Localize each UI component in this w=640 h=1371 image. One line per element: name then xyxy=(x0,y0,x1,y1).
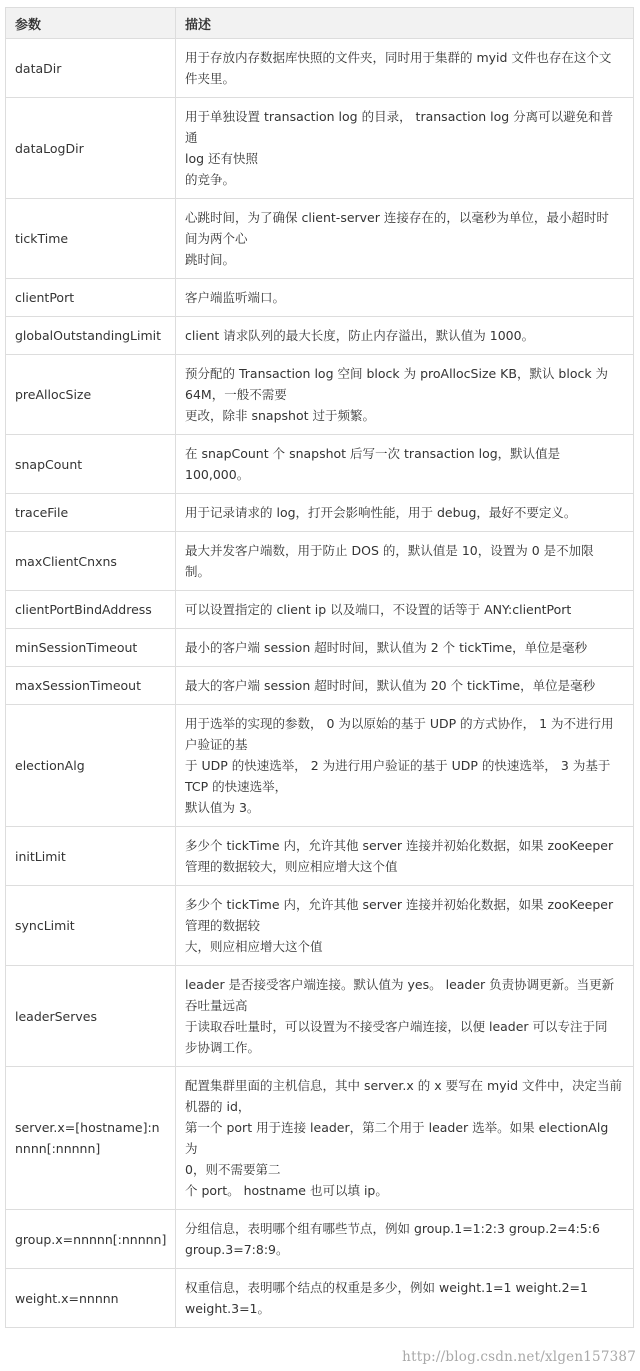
table-row xyxy=(6,827,634,886)
description-line: 第一个 port 用于连接 leader，第二个用于 leader 选举。如果 electionAlg 为 xyxy=(185,1120,609,1156)
param-name: group.x=nnnnn[:nnnnn] xyxy=(6,1210,176,1269)
description-line: client 请求队列的最大长度，防止内存溢出，默认值为 1000。 xyxy=(185,328,535,343)
table-row xyxy=(6,435,634,494)
description-line: 可以设置指定的 client ip 以及端口，不设置的话等于 ANY:clientPort xyxy=(185,602,572,617)
param-name: leaderServes xyxy=(6,966,176,1067)
table-row xyxy=(6,886,634,966)
description-line: 默认值为 3。 xyxy=(185,800,260,815)
parameter-table xyxy=(5,7,634,1328)
param-name: snapCount xyxy=(6,435,176,494)
description-line: 于 UDP 的快速选举， 2 为进行用户验证的基于 UDP 的快速选举， 3 为基于 xyxy=(185,758,611,773)
description-line: group.3=7:8:9。 xyxy=(185,1242,289,1257)
param-description xyxy=(176,317,634,355)
param-description xyxy=(176,435,634,494)
table-row xyxy=(6,317,634,355)
table-row xyxy=(6,629,634,667)
description-line: 0，则不需要第二 xyxy=(185,1162,281,1177)
table-row xyxy=(6,1067,634,1210)
param-name: electionAlg xyxy=(6,705,176,827)
description-line: 件夹里。 xyxy=(185,71,236,86)
param-name: minSessionTimeout xyxy=(6,629,176,667)
description-line: 配置集群里面的主机信息，其中 server.x 的 x 要写在 myid 文件中，决定当前 xyxy=(185,1078,623,1093)
description-line: 多少个 tickTime 内，允许其他 server 连接并初始化数据，如果 zooKeeper xyxy=(185,838,614,853)
table-row xyxy=(6,1269,634,1328)
param-name: traceFile xyxy=(6,494,176,532)
param-name: syncLimit xyxy=(6,886,176,966)
table-row xyxy=(6,1210,634,1269)
description-line: TCP 的快速选举， xyxy=(185,779,288,794)
description-line: 的竞争。 xyxy=(185,172,236,187)
table-row xyxy=(6,591,634,629)
param-name: tickTime xyxy=(6,199,176,279)
watermark: http://blog.csdn.net/xlgen157387 xyxy=(402,1349,636,1365)
param-description xyxy=(176,279,634,317)
param-description xyxy=(176,705,634,827)
description-line: 间为两个心 xyxy=(185,231,248,246)
param-description xyxy=(176,1067,634,1210)
param-name: preAllocSize xyxy=(6,355,176,435)
table-body xyxy=(6,39,634,1328)
param-name: dataDir xyxy=(6,39,176,98)
description-line: 跳时间。 xyxy=(185,252,236,267)
table-row xyxy=(6,494,634,532)
param-description xyxy=(176,591,634,629)
description-line: 心跳时间，为了确保 client-server 连接存在的，以毫秒为单位，最小超时时 xyxy=(185,210,609,225)
param-description xyxy=(176,1210,634,1269)
param-name: clientPortBindAddress xyxy=(6,591,176,629)
param-description xyxy=(176,199,634,279)
param-name: clientPort xyxy=(6,279,176,317)
param-name: server.x=[hostname]:nnnnn[:nnnnn] xyxy=(6,1067,176,1210)
description-line: weight.3=1。 xyxy=(185,1301,270,1316)
table-row xyxy=(6,98,634,199)
param-name: weight.x=nnnnn xyxy=(6,1269,176,1328)
param-description xyxy=(176,827,634,886)
param-description xyxy=(176,494,634,532)
param-name: maxSessionTimeout xyxy=(6,667,176,705)
param-name: maxClientCnxns xyxy=(6,532,176,591)
description-line: 最小的客户端 session 超时时间，默认值为 2 个 tickTime，单位是毫秒 xyxy=(185,640,588,655)
description-line: 用于记录请求的 log，打开会影响性能，用于 debug，最好不要定义。 xyxy=(185,505,577,520)
description-line: 64M，一般不需要 xyxy=(185,387,287,402)
description-line: log 还有快照 xyxy=(185,151,259,166)
param-description xyxy=(176,355,634,435)
table-row xyxy=(6,39,634,98)
table-row xyxy=(6,279,634,317)
param-description xyxy=(176,532,634,591)
description-line: 最大并发客户端数，用于防止 DOS 的，默认值是 10，设置为 0 是不加限 xyxy=(185,543,594,558)
header-desc: 描述 xyxy=(176,8,634,39)
param-description xyxy=(176,629,634,667)
description-line: 户验证的基 xyxy=(185,737,248,752)
description-line: 在 snapCount 个 snapshot 后写一次 transaction log，默认值是 100,000。 xyxy=(185,446,561,482)
param-description xyxy=(176,966,634,1067)
description-line: 更改，除非 snapshot 过于频繁。 xyxy=(185,408,375,423)
header-param: 参数 xyxy=(6,8,176,39)
param-description xyxy=(176,886,634,966)
description-line: 多少个 tickTime 内，允许其他 server 连接并初始化数据，如果 zooKeeper xyxy=(185,897,614,912)
description-line: 用于存放内存数据库快照的文件夹，同时用于集群的 myid 文件也存在这个文 xyxy=(185,50,612,65)
param-description xyxy=(176,98,634,199)
param-name: dataLogDir xyxy=(6,98,176,199)
param-name: initLimit xyxy=(6,827,176,886)
description-line: 权重信息，表明哪个结点的权重是多少，例如 weight.1=1 weight.2=1 xyxy=(185,1280,588,1295)
param-name: globalOutstandingLimit xyxy=(6,317,176,355)
description-line: 分组信息，表明哪个组有哪些节点，例如 group.1=1:2:3 group.2=4:5:6 xyxy=(185,1221,600,1236)
description-line: 大，则应相应增大这个值 xyxy=(185,939,323,954)
description-line: 管理的数据较 xyxy=(185,918,261,933)
description-line: 预分配的 Transaction log 空间 block 为 proAllocSize KB，默认 block 为 xyxy=(185,366,609,381)
description-line: 管理的数据较大，则应相应增大这个值 xyxy=(185,859,398,874)
param-description xyxy=(176,667,634,705)
table-row xyxy=(6,355,634,435)
table-row xyxy=(6,532,634,591)
description-line: 个 port。 hostname 也可以填 ip。 xyxy=(185,1183,388,1198)
description-line: 机器的 id， xyxy=(185,1099,251,1114)
description-line: leader 是否接受客户端连接。默认值为 yes。 leader 负责协调更新。当更新 xyxy=(185,977,615,992)
table-row xyxy=(6,966,634,1067)
description-line: 用于单独设置 transaction log 的目录， transaction log 分离可以避免和普通 xyxy=(185,109,614,145)
param-description xyxy=(176,1269,634,1328)
description-line: 用于选举的实现的参数， 0 为以原始的基于 UDP 的方式协作， 1 为不进行用 xyxy=(185,716,614,731)
table-row xyxy=(6,199,634,279)
param-description xyxy=(176,39,634,98)
description-line: 制。 xyxy=(185,564,211,579)
description-line: 客户端监听端口。 xyxy=(185,290,286,305)
description-line: 步协调工作。 xyxy=(185,1040,261,1055)
description-line: 吞吐量远高 xyxy=(185,998,248,1013)
table-row xyxy=(6,667,634,705)
description-line: 最大的客户端 session 超时时间，默认值为 20 个 tickTime，单位是毫秒 xyxy=(185,678,596,693)
description-line: 于读取吞吐量时，可以设置为不接受客户端连接，以便 leader 可以专注于同 xyxy=(185,1019,608,1034)
table-row xyxy=(6,705,634,827)
table-header-row xyxy=(6,8,634,39)
